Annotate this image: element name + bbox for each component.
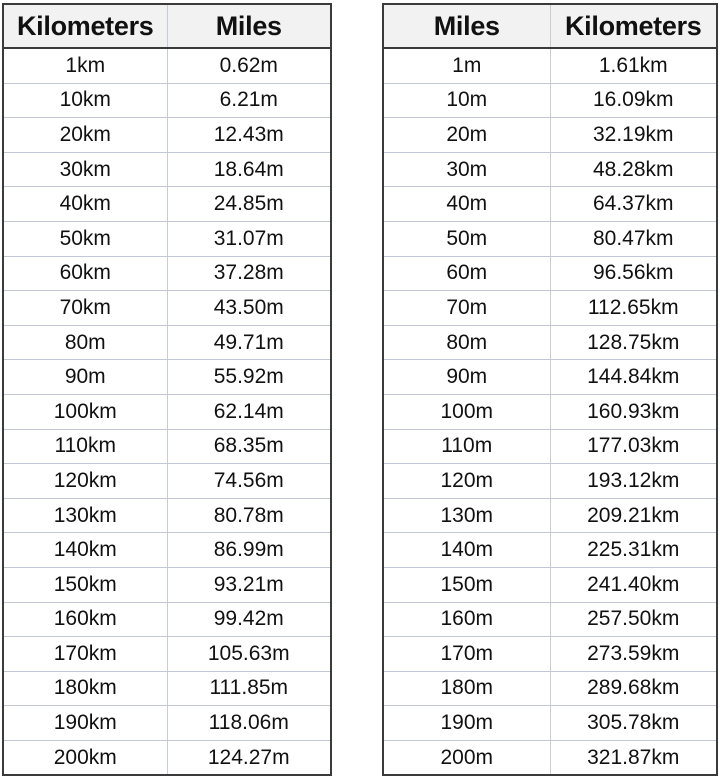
- table-row: [3, 118, 331, 153]
- miles-cell: 0.62m: [167, 48, 331, 83]
- kilometers-cell: 170km: [3, 637, 167, 672]
- kilometers-cell: 180km: [3, 671, 167, 706]
- miles-cell: 200m: [383, 740, 550, 775]
- kilometers-cell: 128.75km: [550, 325, 717, 360]
- kilometers-cell: 321.87km: [587, 745, 680, 769]
- table-row: [383, 706, 717, 741]
- miles-cell: 40m: [383, 187, 550, 222]
- table-row: [383, 256, 717, 291]
- miles-cell: 130m: [383, 498, 550, 533]
- table-row: [3, 740, 331, 775]
- table-row: [383, 671, 717, 706]
- kilometers-cell: 120km: [3, 464, 167, 499]
- table-body: [383, 48, 717, 775]
- kilometers-cell: 60km: [3, 256, 167, 291]
- table-body: [3, 48, 331, 775]
- column-header-kilometers: Kilometers: [550, 4, 717, 48]
- kilometers-cell: 40km: [3, 187, 167, 222]
- table-row: [383, 152, 717, 187]
- kilometers-cell: 150km: [3, 567, 167, 602]
- kilometers-cell: 64.37km: [550, 187, 717, 222]
- kilometers-cell: 96.56km: [550, 256, 717, 291]
- miles-cell: 20m: [383, 118, 550, 153]
- kilometers-cell: 32.19km: [550, 118, 717, 153]
- miles-cell: 24.85m: [167, 187, 331, 222]
- kilometers-cell: 130km: [3, 498, 167, 533]
- table-row: [3, 394, 331, 429]
- table-row: [3, 464, 331, 499]
- miles-cell: 31.07m: [167, 221, 331, 256]
- table-row: [3, 706, 331, 741]
- table-row: [3, 325, 331, 360]
- kilometers-cell: 200km: [3, 740, 167, 775]
- table-row: [3, 637, 331, 672]
- table-row: [3, 567, 331, 602]
- table-row: [3, 291, 331, 326]
- table-row: [3, 360, 331, 395]
- miles-cell: 105.63m: [167, 637, 331, 672]
- miles-cell: 70m: [383, 291, 550, 326]
- kilometers-cell: 16.09km: [550, 83, 717, 118]
- table-row: [383, 394, 717, 429]
- table-row: [383, 429, 717, 464]
- table-row: [3, 187, 331, 222]
- miles-cell: 86.99m: [167, 533, 331, 568]
- miles-to-km-table: [382, 3, 718, 776]
- miles-cell: 6.21m: [167, 83, 331, 118]
- km-to-miles-table: [2, 3, 332, 776]
- table-row: [3, 221, 331, 256]
- table-row: [3, 533, 331, 568]
- kilometers-cell: 110km: [3, 429, 167, 464]
- kilometers-cell: 1km: [3, 48, 167, 83]
- miles-cell: 80.78m: [167, 498, 331, 533]
- table-row: [3, 429, 331, 464]
- table-row: [383, 221, 717, 256]
- miles-cell: 62.14m: [167, 394, 331, 429]
- kilometers-cell: 177.03km: [550, 429, 717, 464]
- kilometers-cell: 273.59km: [550, 637, 717, 672]
- kilometers-cell: 20km: [3, 118, 167, 153]
- table-row: [3, 602, 331, 637]
- miles-cell: 180m: [383, 671, 550, 706]
- table-row: [3, 671, 331, 706]
- miles-cell: 110m: [383, 429, 550, 464]
- kilometers-cell: 1.61km: [550, 48, 717, 83]
- kilometers-cell: 241.40km: [550, 567, 717, 602]
- table-row: [383, 533, 717, 568]
- table-row: [383, 48, 717, 83]
- kilometers-cell: 140km: [3, 533, 167, 568]
- miles-cell: 93.21m: [167, 567, 331, 602]
- miles-cell: 190m: [383, 706, 550, 741]
- kilometers-cell: 80m: [3, 325, 167, 360]
- kilometers-cell: 225.31km: [550, 533, 717, 568]
- kilometers-cell: 190km: [3, 706, 167, 741]
- miles-cell: 49.71m: [167, 325, 331, 360]
- miles-cell: 30m: [383, 152, 550, 187]
- table-row: [383, 602, 717, 637]
- kilometers-cell: 257.50km: [550, 602, 717, 637]
- table-row: [383, 187, 717, 222]
- kilometers-cell: 112.65km: [550, 291, 717, 326]
- kilometers-cell: 48.28km: [550, 152, 717, 187]
- kilometers-cell: 30km: [3, 152, 167, 187]
- table-row: [3, 48, 331, 83]
- table-row: [383, 567, 717, 602]
- table-row: [383, 291, 717, 326]
- miles-cell: 43.50m: [167, 291, 331, 326]
- kilometers-cell: 289.68km: [550, 671, 717, 706]
- table-header: [3, 4, 331, 48]
- miles-cell: 18.64m: [167, 152, 331, 187]
- miles-cell: 55.92m: [167, 360, 331, 395]
- miles-cell: 90m: [383, 360, 550, 395]
- table-row: [383, 498, 717, 533]
- kilometers-cell: 100km: [3, 394, 167, 429]
- miles-cell: 120m: [383, 464, 550, 499]
- table-header: [383, 4, 717, 48]
- miles-cell: 150m: [383, 567, 550, 602]
- table-row: [383, 83, 717, 118]
- kilometers-cell: 144.84km: [550, 360, 717, 395]
- table-row: [3, 256, 331, 291]
- kilometers-cell: 80.47km: [550, 221, 717, 256]
- table-row: [383, 740, 717, 775]
- miles-cell: 12.43m: [167, 118, 331, 153]
- miles-cell: 140m: [383, 533, 550, 568]
- miles-cell: 60m: [383, 256, 550, 291]
- miles-cell: 111.85m: [167, 671, 331, 706]
- miles-cell: 170m: [383, 637, 550, 672]
- table-row: [383, 325, 717, 360]
- column-header-miles: Miles: [383, 4, 550, 48]
- kilometers-cell: 50km: [3, 221, 167, 256]
- miles-cell: 118.06m: [167, 706, 331, 741]
- table-row: [383, 360, 717, 395]
- header-row: [383, 4, 717, 48]
- table-row: [383, 118, 717, 153]
- column-header-miles: Miles: [167, 4, 331, 48]
- table-row: [383, 637, 717, 672]
- column-header-kilometers: Kilometers: [3, 4, 167, 48]
- kilometers-cell: 70km: [3, 291, 167, 326]
- miles-cell: 80m: [383, 325, 550, 360]
- miles-cell: 50m: [383, 221, 550, 256]
- miles-cell: 124.27m: [207, 745, 290, 769]
- kilometers-cell: 90m: [3, 360, 167, 395]
- kilometers-cell: 193.12km: [550, 464, 717, 499]
- kilometers-cell: 10km: [3, 83, 167, 118]
- table-row: [3, 498, 331, 533]
- miles-cell: 68.35m: [167, 429, 331, 464]
- table-row: [3, 83, 331, 118]
- miles-cell: 160m: [383, 602, 550, 637]
- table-row: [383, 464, 717, 499]
- kilometers-cell: 209.21km: [550, 498, 717, 533]
- kilometers-cell: 160.93km: [550, 394, 717, 429]
- miles-cell: 10m: [383, 83, 550, 118]
- miles-cell: 37.28m: [167, 256, 331, 291]
- table-row: [3, 152, 331, 187]
- kilometers-cell: 160km: [3, 602, 167, 637]
- miles-cell: 100m: [383, 394, 550, 429]
- header-row: [3, 4, 331, 48]
- miles-cell: 99.42m: [167, 602, 331, 637]
- miles-cell: 1m: [383, 48, 550, 83]
- miles-cell: 74.56m: [167, 464, 331, 499]
- kilometers-cell: 305.78km: [550, 706, 717, 741]
